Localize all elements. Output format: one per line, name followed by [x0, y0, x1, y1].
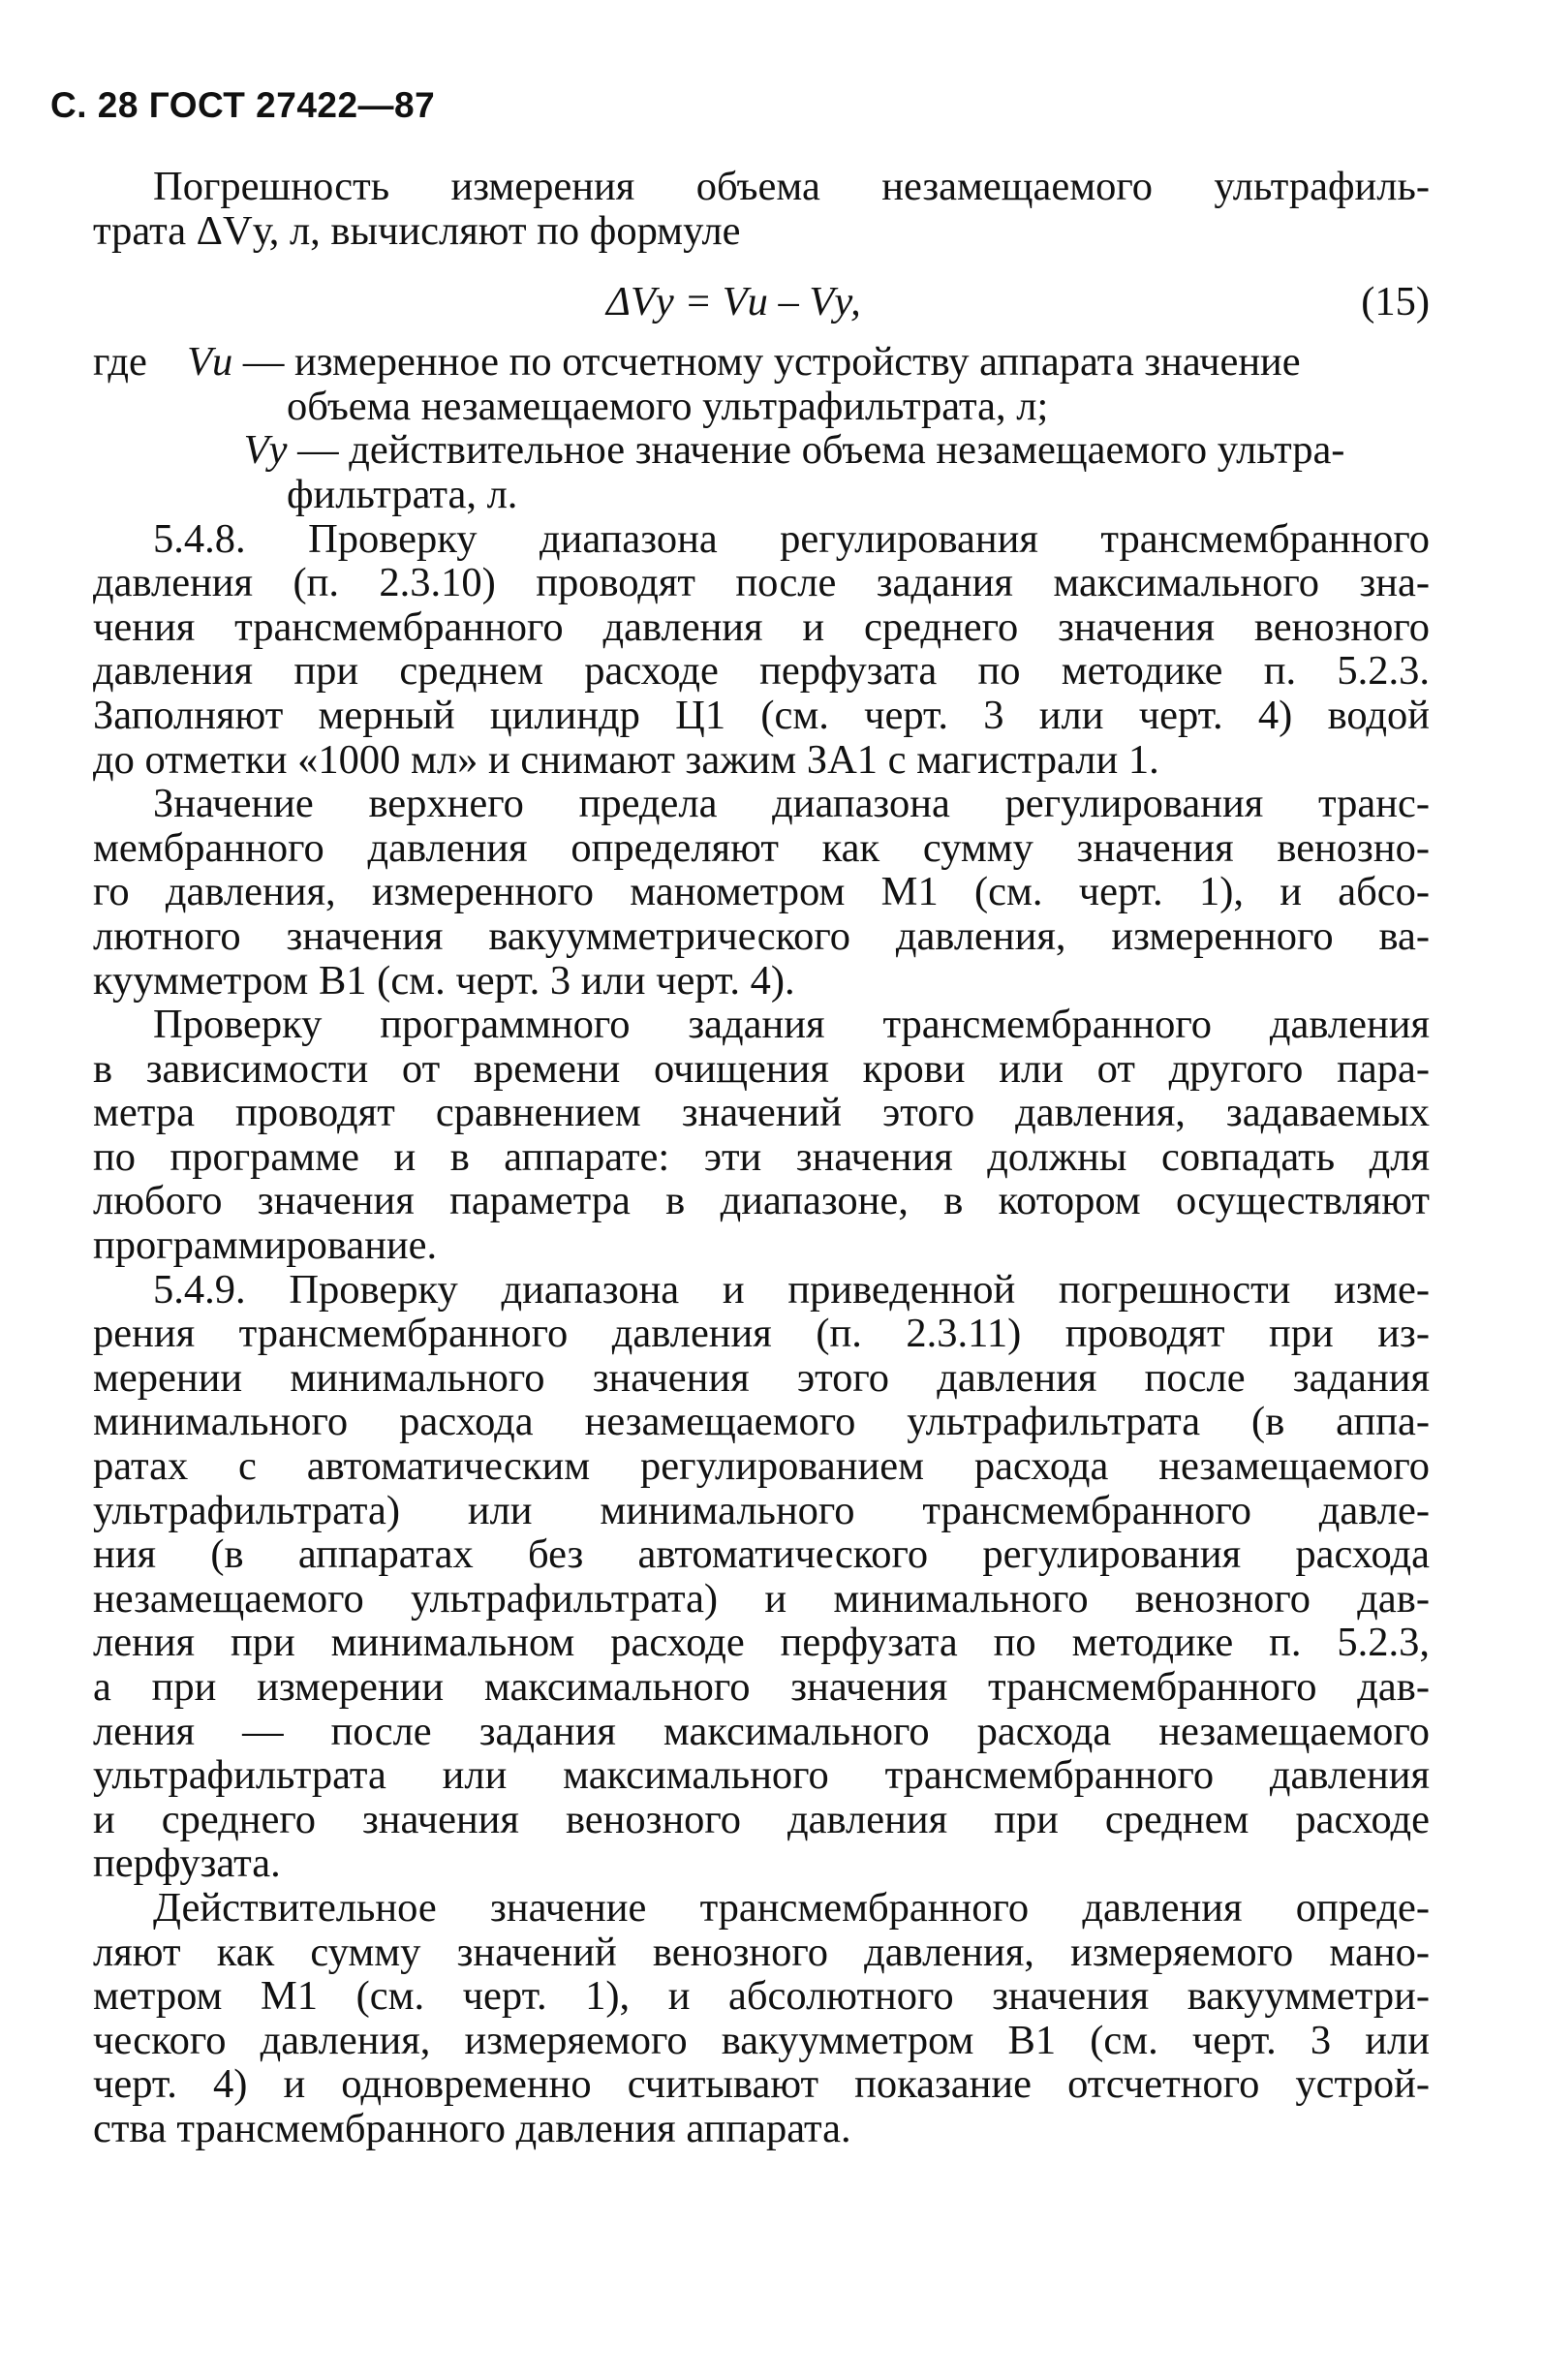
symbol-vi: Vи: [187, 339, 233, 386]
text-line: метра проводят сравнением значений этого давления, задаваемых: [93, 1090, 1430, 1136]
text-line: го давления, измеренного манометром М1 (см. черт. 1), и абсо-: [93, 869, 1430, 915]
text-line: незамещаемого ультрафильтрата) и минимального венозного дав-: [93, 1575, 1430, 1622]
text-line: Погрешность измерения объема незамещаемого ультрафиль-: [153, 164, 1430, 209]
symbol-vu: Vу: [243, 427, 288, 474]
text-line: ратах с автоматическим регулированием расхода незамещаемого: [93, 1443, 1430, 1490]
text-line: ультрафильтрата или максимального трансмембранного давления: [93, 1752, 1430, 1799]
text-line: 5.4.8. Проверку диапазона регулирования трансмембранного: [153, 515, 1430, 562]
text-line: 5.4.9. Проверку диапазона и приведенной погрешности изме-: [153, 1266, 1430, 1313]
paragraph-5-4-9: [93, 1268, 1430, 1886]
text-line: мерении минимального значения этого давления после задания: [93, 1354, 1430, 1401]
page-header: С. 28 ГОСТ 27422—87: [50, 85, 436, 125]
text-line: рения трансмембранного давления (п. 2.3.11) проводят при из-: [93, 1311, 1430, 1357]
text-line: любого значения параметра в диапазоне, в котором осуществляют: [93, 1178, 1430, 1224]
text-line: ческого давления, измеряемого вакуумметром В1 (см. черт. 3 или: [93, 2017, 1430, 2063]
text-line: мембранного давления определяют как сумму значения венозно-: [93, 824, 1430, 871]
definition-line: объема незамещаемого ультрафильтрата, л;: [287, 383, 1049, 429]
formula-expression: ΔVу = Vи – Vу,: [606, 279, 861, 325]
formula-15: [93, 253, 1430, 340]
text-line: давления (п. 2.3.10) проводят после задания максимального зна-: [93, 560, 1430, 606]
where-lead: где: [93, 339, 147, 386]
text-line: трата ΔVу, л, вычисляют по формуле: [93, 207, 741, 254]
formula-number: (15): [1361, 279, 1430, 325]
text-line: лютного значения вакуумметрического давления, измеренного ва-: [93, 912, 1430, 959]
text-line: Действительное значение трансмембранного давления опреде-: [153, 1884, 1430, 1931]
text-line: ства трансмембранного давления аппарата.: [93, 2105, 851, 2151]
paragraph-upper-limit: [93, 782, 1430, 1003]
paragraph-actual-value: [93, 1886, 1430, 2151]
text-line: ния (в аппаратах без автоматического регулирования расхода: [93, 1531, 1430, 1578]
text-line: и среднего значения венозного давления при среднем расходе: [93, 1796, 1430, 1842]
definition-line: — действительное значение объема незамещаемого ультра-: [297, 427, 1345, 474]
text-line: перфузата.: [93, 1840, 281, 1887]
text-line: до отметки «1000 мл» и снимают зажим ЗА1 с магистрали 1.: [93, 736, 1159, 783]
intro-paragraph: [93, 165, 1430, 253]
where-block: [93, 340, 1430, 516]
text-line: по программе и в аппарате: эти значения должны совпадать для: [93, 1133, 1430, 1180]
document-body: [93, 165, 1430, 2151]
text-line: ляют как сумму значений венозного давления, измеряемого мано-: [93, 1929, 1430, 1975]
text-line: черт. 4) и одновременно считывают показание отсчетного устрой-: [93, 2061, 1430, 2108]
text-line: а при измерении максимального значения трансмембранного дав-: [93, 1664, 1430, 1710]
text-line: Проверку программного задания трансмембранного давления: [153, 1002, 1430, 1048]
paragraph-5-4-8: [93, 517, 1430, 783]
text-line: в зависимости от времени очищения крови или от другого пара-: [93, 1045, 1430, 1092]
text-line: куумметром В1 (см. черт. 3 или черт. 4).: [93, 957, 795, 1004]
text-line: ления при минимальном расходе перфузата по методике п. 5.2.3,: [93, 1620, 1430, 1666]
text-line: Значение верхнего предела диапазона регулирования транс-: [153, 781, 1430, 827]
text-line: минимального расхода незамещаемого ультрафильтрата (в аппа-: [93, 1399, 1430, 1445]
definition-line: — измеренное по отсчетному устройству аппарата значение: [242, 339, 1301, 386]
text-line: давления при среднем расходе перфузата по методике п. 5.2.3.: [93, 648, 1430, 695]
text-line: ления — после задания максимального расхода незамещаемого: [93, 1708, 1430, 1754]
text-line: чения трансмембранного давления и среднего значения венозного: [93, 603, 1430, 650]
text-line: метром М1 (см. черт. 1), и абсолютного значения вакуумметри-: [93, 1973, 1430, 2020]
definition-line: фильтрата, л.: [287, 471, 518, 517]
text-line: Заполняют мерный цилиндр Ц1 (см. черт. 3 или черт. 4) водой: [93, 692, 1430, 738]
text-line: ультрафильтрата) или минимального трансмембранного давле-: [93, 1487, 1430, 1533]
text-line: программирование.: [93, 1222, 438, 1269]
paragraph-program-check: [93, 1003, 1430, 1268]
